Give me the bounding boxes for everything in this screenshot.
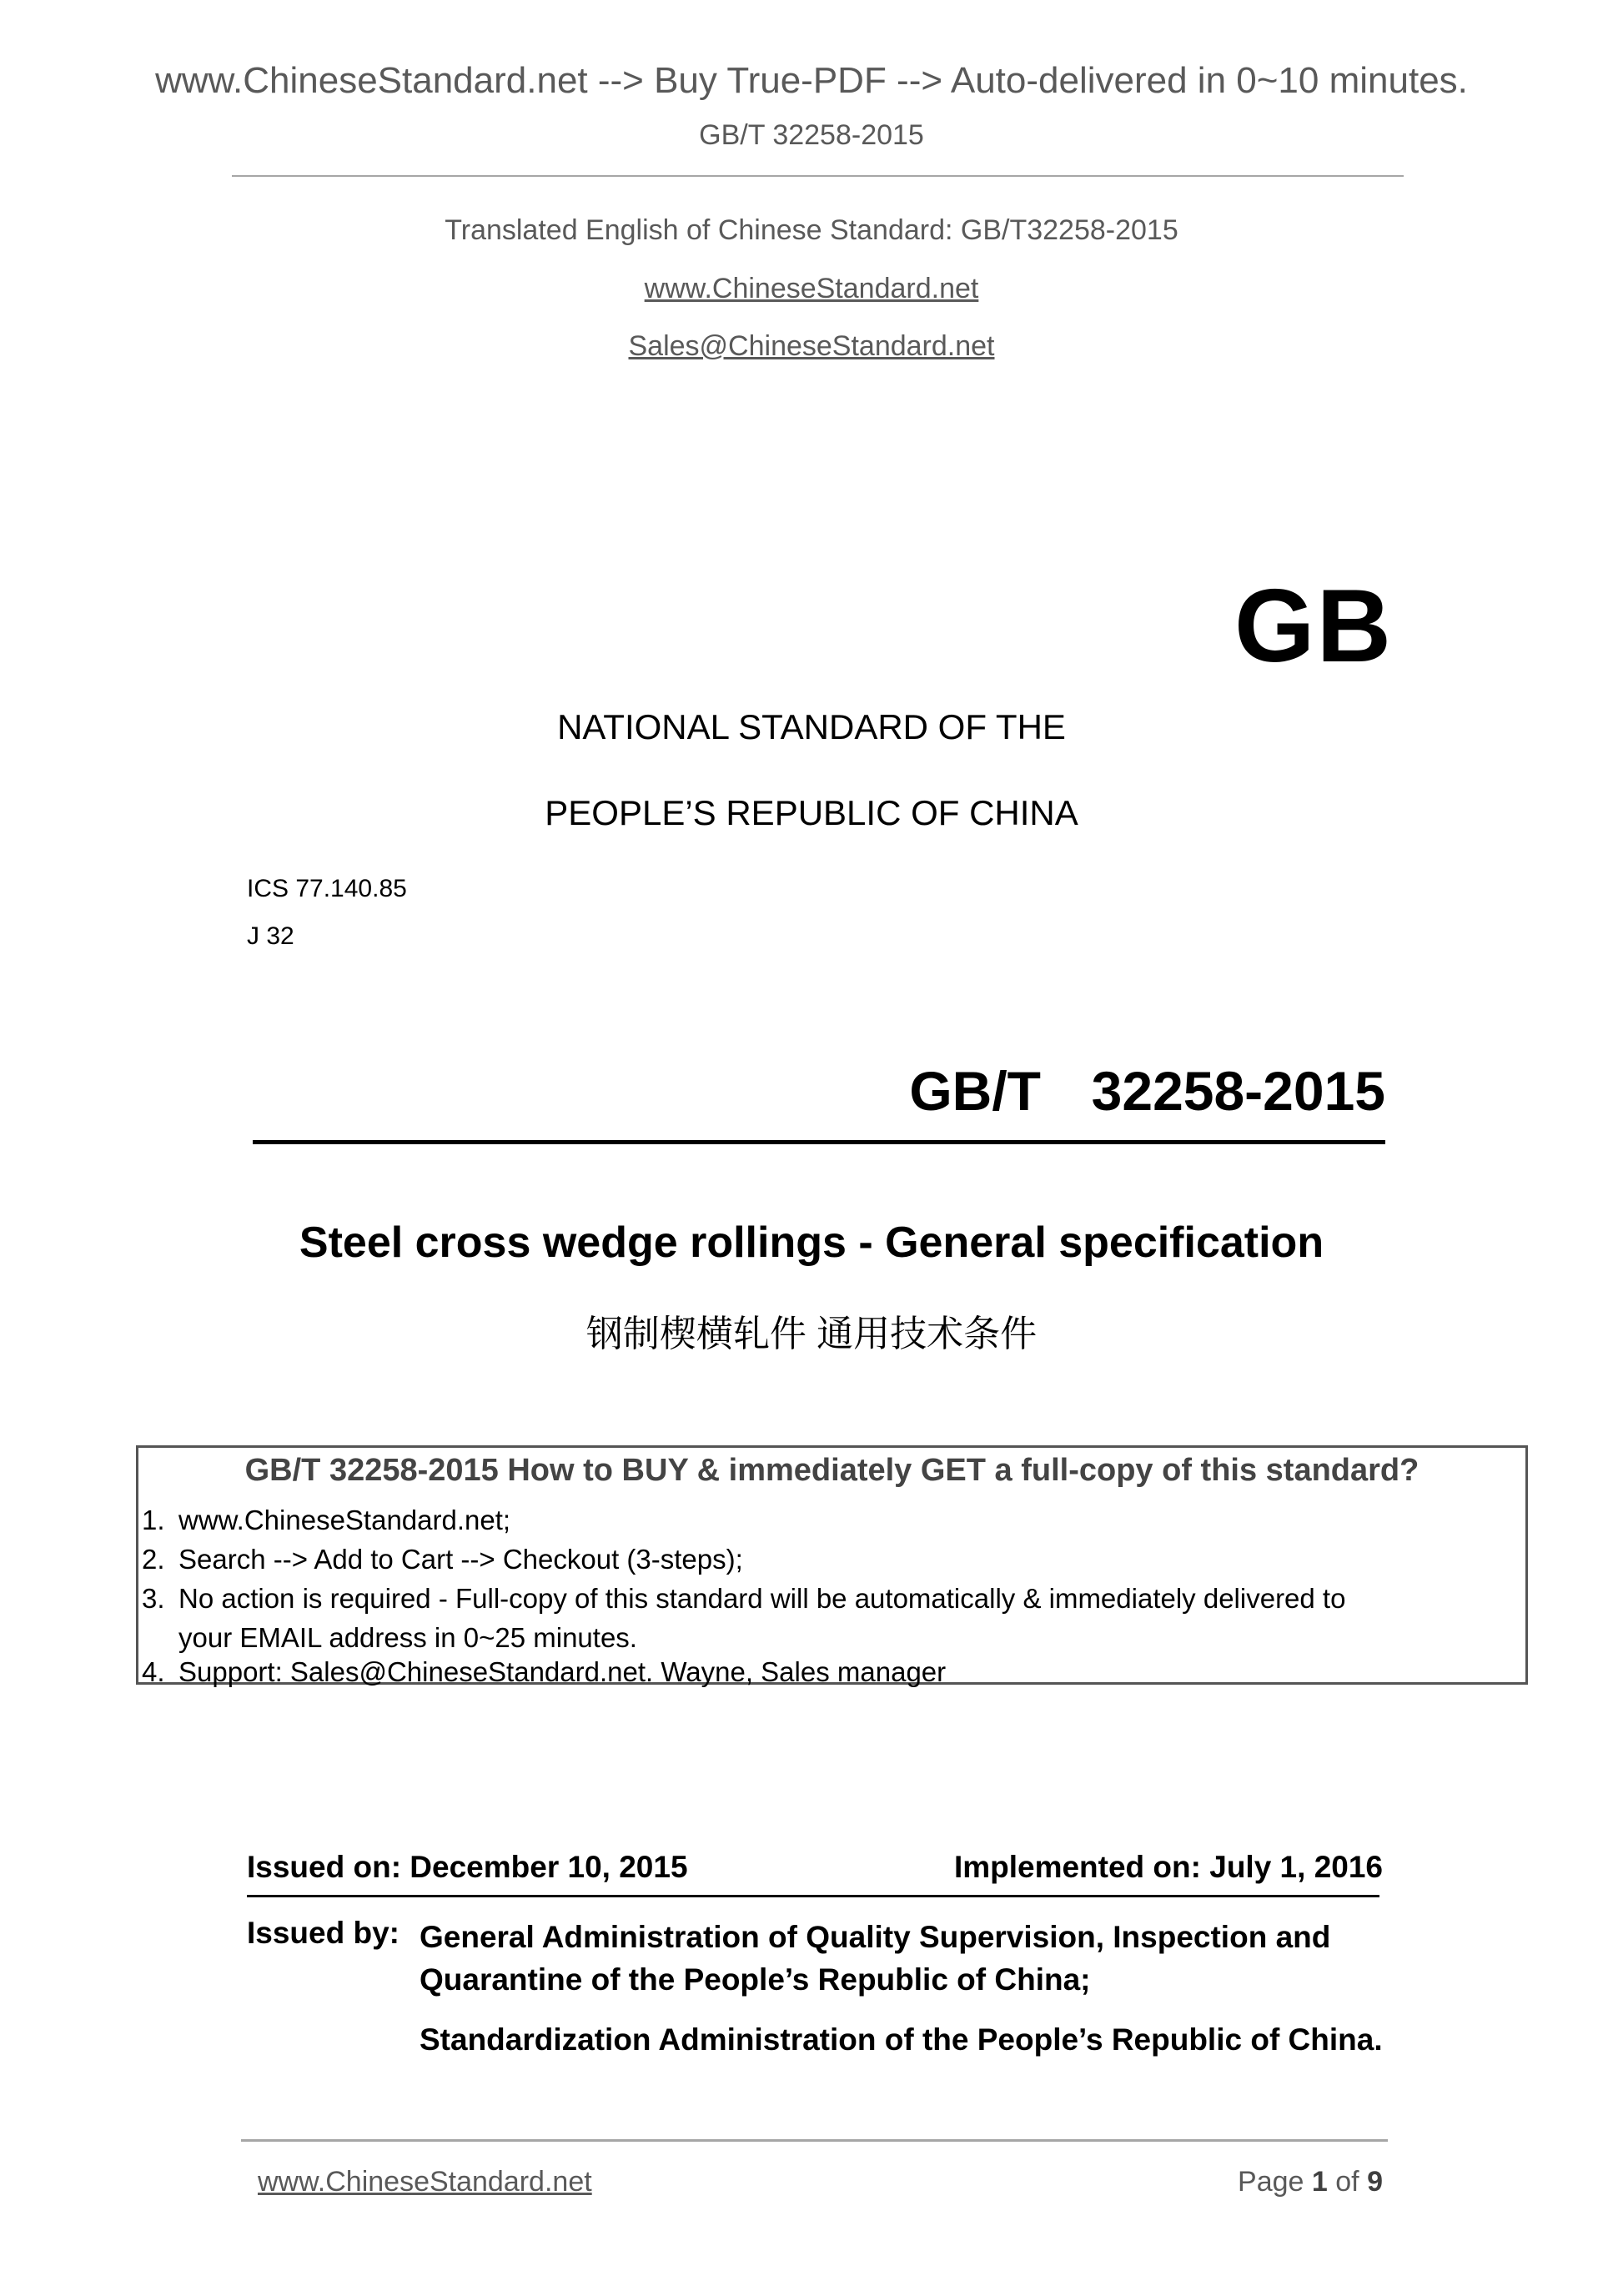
translated-line: Translated English of Chinese Standard: GB/T32258-2015 (445, 214, 1178, 246)
document-title-en: Steel cross wedge rollings - General specification (299, 1218, 1324, 1267)
footer-link-row (258, 2166, 592, 2198)
step-number: 1. (142, 1505, 165, 1535)
step-text: Support: Sales@ChineseStandard.net. Wayne, Sales manager (178, 1656, 947, 1687)
page-indicator (1084, 2166, 1383, 2198)
document-title-cn: 钢制楔横轧件 通用技术条件 (585, 1314, 1038, 1354)
step-text: Search --> Add to Cart --> Checkout (3-steps); (178, 1544, 743, 1575)
header-divider (232, 175, 1404, 177)
page-current: 1 (1311, 2166, 1328, 2198)
step-text: your EMAIL address in 0~25 minutes. (178, 1622, 637, 1653)
buy-step-1 (142, 1505, 510, 1536)
ics-code: ICS 77.140.85 (247, 875, 407, 902)
page-prefix: Page (1238, 2166, 1312, 2198)
standard-number: GB/T 32258-2015 (909, 1060, 1385, 1122)
gb-mark: GB (1234, 569, 1393, 684)
buy-step-3-continued (142, 1622, 637, 1654)
email-link-row (0, 330, 1623, 363)
website-link-row (0, 273, 1623, 305)
national-standard-line2: PEOPLE’S REPUBLIC OF CHINA (545, 793, 1078, 832)
header-banner: www.ChineseStandard.net --> Buy True-PDF --> Auto-delivered in 0~10 minutes. (155, 60, 1468, 101)
footer-divider (241, 2139, 1388, 2142)
buy-step-3 (142, 1583, 1345, 1615)
step-number: 3. (142, 1583, 165, 1614)
email-link[interactable]: Sales@ChineseStandard.net (628, 330, 995, 362)
footer-website-link[interactable]: www.ChineseStandard.net (258, 2166, 592, 2198)
header-standard-code: GB/T 32258-2015 (699, 119, 924, 151)
buy-info-box (136, 1445, 1528, 1685)
buy-box-title: GB/T 32258-2015 How to BUY & immediately GET a full-copy of this standard? (244, 1453, 1419, 1488)
buy-step-4 (142, 1656, 946, 1688)
standard-number-rule (253, 1140, 1385, 1144)
implemented-on-date: Implemented on: July 1, 2016 (953, 1850, 1383, 1884)
national-standard-line1: NATIONAL STANDARD OF THE (557, 707, 1066, 746)
step-number: 4. (142, 1656, 165, 1687)
step-text: www.ChineseStandard.net; (178, 1505, 511, 1535)
issue-divider (247, 1895, 1379, 1897)
step-text: No action is required - Full-copy of this standard will be automatically & immediately delivered to (178, 1583, 1346, 1614)
issued-on-date: Issued on: December 10, 2015 (247, 1850, 688, 1884)
page-mid: of (1327, 2166, 1368, 2198)
ccs-code: J 32 (247, 922, 294, 950)
buy-step-2 (142, 1544, 743, 1575)
step-number: 2. (142, 1544, 165, 1575)
website-link[interactable]: www.ChineseStandard.net (644, 273, 979, 304)
issuer-2: Standardization Administration of the People’s Republic of China. (420, 2022, 1383, 2057)
issuer-1: General Administration of Quality Supervision, Inspection and Quarantine of the People’s Republic of China; (420, 1920, 1331, 1997)
page-total: 9 (1367, 2166, 1383, 2198)
issued-by-label: Issued by: (247, 1916, 399, 1950)
